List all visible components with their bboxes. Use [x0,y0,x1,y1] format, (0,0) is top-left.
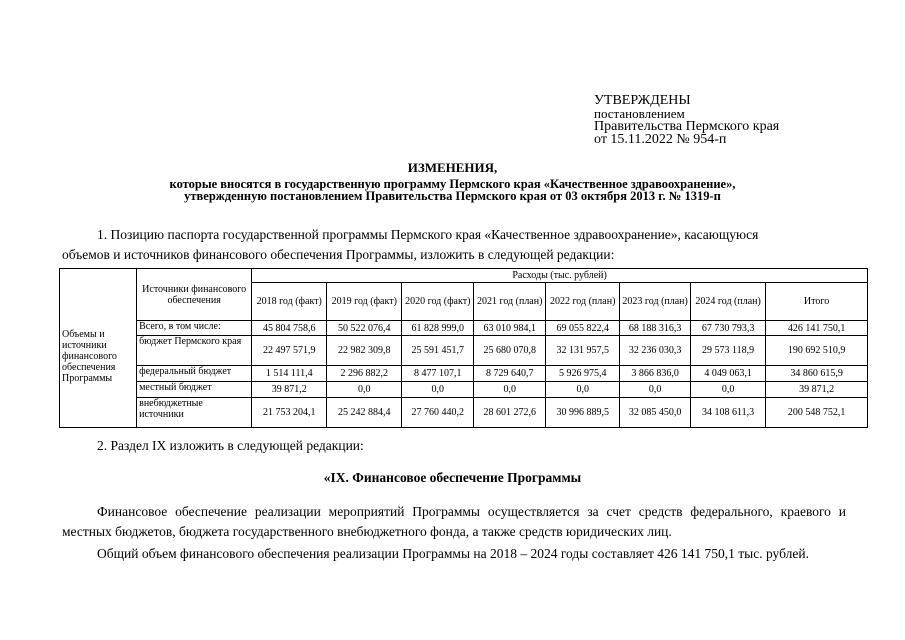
financing-table [59,268,868,428]
column-header: 2020 год (факт) [402,283,474,321]
document-title: ИЗМЕНЕНИЯ, [407,160,498,175]
cell-value: 25 591 451,7 [402,336,474,366]
cell-value: 63 010 984,1 [474,321,546,336]
approval-date: от 15.11.2022 № 954-п [594,132,727,147]
column-header: 2024 год (план) [691,283,766,321]
cell-value: 5 926 975,4 [546,366,620,382]
paragraph-4: Общий объем финансового обеспечения реализации Программы на 2018 – 2024 годы составляет 426 141 750,1 тыс. рублей. [97,546,809,561]
column-header: 2018 год (факт) [252,283,327,321]
cell-value: 34 860 615,9 [766,366,868,382]
row-label: бюджет Пермского края [137,336,252,366]
cell-value: 29 573 118,9 [691,336,766,366]
cell-value: 8 729 640,7 [474,366,546,382]
paragraph-2: 2. Раздел IX изложить в следующей редакции: [97,438,364,453]
cell-value: 67 730 793,3 [691,321,766,336]
column-header: 2019 год (факт) [327,283,402,321]
cell-value: 426 141 750,1 [766,321,868,336]
cell-value: 3 866 836,0 [620,366,691,382]
cell-value: 190 692 510,9 [766,336,868,366]
cell-value: 69 055 822,4 [546,321,620,336]
column-header: Итого [766,283,868,321]
sources-header: Источники финансового обеспечения [137,269,252,321]
cell-value: 50 522 076,4 [327,321,402,336]
table-row [60,321,868,336]
paragraph-3: Финансовое обеспечение реализации мероприятий Программы осуществляется за счет средств федерального, краевого и местных бюджетов, бюджета государственного внебюджетного фонда, а также средств юридических лиц. [62,504,846,539]
column-header: 2023 год (план) [620,283,691,321]
cell-value: 200 548 752,1 [766,398,868,428]
cell-value: 8 477 107,1 [402,366,474,382]
column-header: 2022 год (план) [546,283,620,321]
document-subtitle [0,178,905,202]
cell-value: 0,0 [474,382,546,398]
row-header-cell: Объемы и источники финансового обеспечения Программы [60,269,137,428]
cell-value: 25 680 070,8 [474,336,546,366]
row-label: федеральный бюджет [137,366,252,382]
cell-value: 22 497 571,9 [252,336,327,366]
approval-heading: УТВЕРЖДЕНЫ [594,93,691,108]
cell-value: 68 188 316,3 [620,321,691,336]
cell-value: 4 049 063,1 [691,366,766,382]
cell-value: 2 296 882,2 [327,366,402,382]
cell-value: 39 871,2 [766,382,868,398]
expenses-header: Расходы (тыс. рублей) [252,269,868,283]
cell-value: 25 242 884,4 [327,398,402,428]
cell-value: 28 601 272,6 [474,398,546,428]
subtitle-line: которые вносятся в государственную программу Пермского края «Качественное здравоохранение», [169,177,736,191]
paragraph-line: объемов и источников финансового обеспечения Программы, изложить в следующей редакции: [62,247,615,262]
cell-value: 61 828 999,0 [402,321,474,336]
cell-value: 0,0 [402,382,474,398]
column-header: 2021 год (план) [474,283,546,321]
approval-line: постановлением [594,106,685,121]
paragraph-line: 1. Позицию паспорта государственной программы Пермского края «Качественное здравоохранение», касающуюся [97,227,759,242]
cell-value: 0,0 [691,382,766,398]
row-label: внебюджетные источники [137,398,252,428]
cell-value: 39 871,2 [252,382,327,398]
table-row [60,366,868,382]
table-row [60,382,868,398]
cell-value: 0,0 [620,382,691,398]
cell-value: 0,0 [327,382,402,398]
cell-value: 32 236 030,3 [620,336,691,366]
cell-value: 21 753 204,1 [252,398,327,428]
cell-value: 27 760 440,2 [402,398,474,428]
paragraph-1 [62,225,846,265]
table-row [60,398,868,428]
section-heading: «IX. Финансовое обеспечение Программы [323,470,582,485]
cell-value: 1 514 111,4 [252,366,327,382]
approval-block [594,94,779,146]
approval-line: Правительства Пермского края [594,119,780,134]
cell-value: 34 108 611,3 [691,398,766,428]
cell-value: 32 131 957,5 [546,336,620,366]
cell-value: 45 804 758,6 [252,321,327,336]
cell-value: 22 982 309,8 [327,336,402,366]
row-label: местный бюджет [137,382,252,398]
cell-value: 30 996 889,5 [546,398,620,428]
cell-value: 0,0 [546,382,620,398]
subtitle-line: утвержденную постановлением Правительства Пермского края от 03 октября 2013 г. № 1319-п [184,189,721,203]
row-label: Всего, в том числе: [137,321,252,336]
cell-value: 32 085 450,0 [620,398,691,428]
table-row [60,336,868,366]
